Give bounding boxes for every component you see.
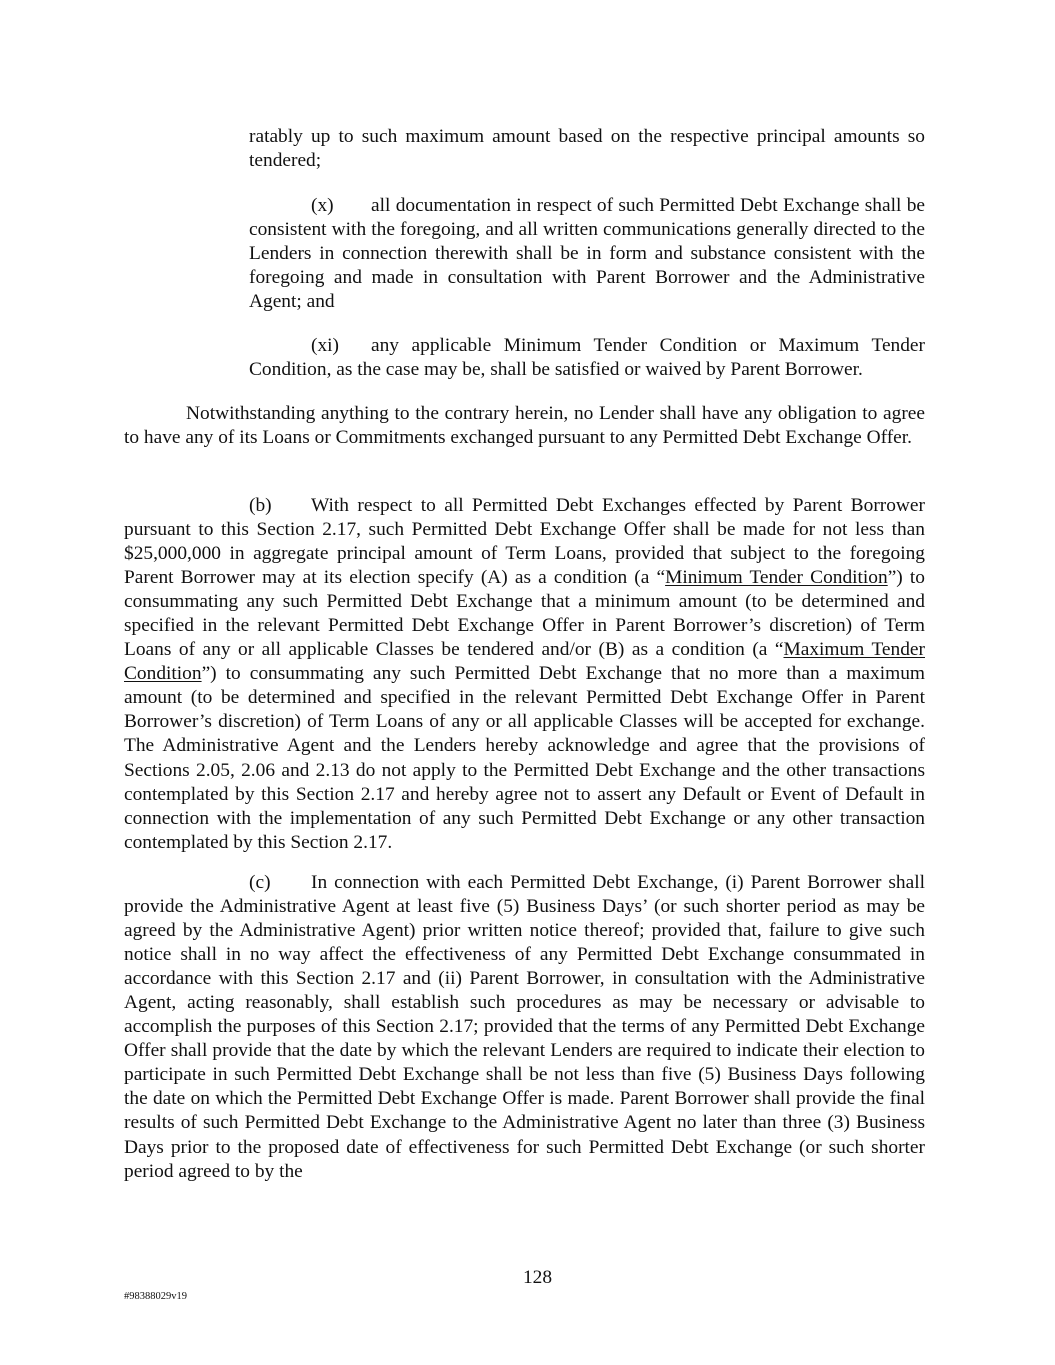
section-b-text-2: ”) to consummating any such Permitted Debt Exchange that a minimum amount (to be determined and specified in the relevant Permitted Debt Exchange Offer in Parent Borrower’s discretion) of Term Loans of any or all applicable Classes be tendered and/or (B) as a condition (a “: [124, 567, 925, 661]
section-c-text: In connection with each Permitted Debt Exchange, (i) Parent Borrower shall provide the Administrative Agent at least five (5) Business Days’ (or such shorter period as may be agreed by the Administrative Agent) prior written notice thereof; provided that, failure to give such notice shall in no way affect the effectiveness of any Permitted Debt Exchange consummated in accordance with this Section 2.17 and (ii) Parent Borrower, in consultation with the Administrative Agent, acting reasonably, shall establish such procedures as may be necessary or advisable to accomplish the purposes of this Section 2.17; provided that the terms of any Permitted Debt Exchange Offer shall provide that the date by which the relevant Lenders are required to indicate their election to participate in such Permitted Debt Exchange shall be not less than five (5) Business Days following the date on which the Permitted Debt Exchange Offer is made. Parent Borrower shall provide the final results of such Permitted Debt Exchange to the Administrative Agent no later than three (3) Business Days prior to the proposed date of effectiveness for such Permitted Debt Exchange (or such shorter period agreed to by the: [124, 872, 925, 1182]
item-x-text: all documentation in respect of such Permitted Debt Exchange shall be consistent with the foregoing, and all written communications generally directed to the Lenders in connection therewith shall be in form and substance consistent with the foregoing and made in consultation with Parent Borrower and the Administrative Agent; and: [249, 195, 925, 313]
continuation-paragraph: ratably up to such maximum amount based on the respective principal amounts so tendered;: [249, 126, 925, 172]
item-xi-paragraph: [249, 334, 925, 382]
section-b-text-3: ”) to consummating any such Permitted Debt Exchange that no more than a maximum amount (to be determined and specified in the relevant Permitted Debt Exchange Offer in Parent Borrower’s discretion) of Term Loans of any or all applicable Classes will be accepted for exchange. The Administrative Agent and the Lenders hereby acknowledge and agree that the provisions of Sections 2.05, 2.06 and 2.13 do not apply to the Permitted Debt Exchange and the other transactions contemplated by this Section 2.17 and hereby agree not to assert any Default or Event of Default in connection with the implementation of any such Permitted Debt Exchange or any other transaction contemplated by this Section 2.17.: [124, 663, 925, 853]
item-xi-text: any applicable Minimum Tender Condition or Maximum Tender Condition, as the case may be, shall be satisfied or waived by Parent Borrower.: [249, 335, 925, 381]
defined-term-minimum-tender-condition: Minimum Tender Condition: [665, 567, 888, 589]
section-b-paragraph: [124, 494, 925, 855]
item-x-number: (x): [311, 195, 334, 216]
section-c-number: (c): [249, 872, 271, 893]
page-number: 128: [522, 1267, 553, 1288]
item-xi-number: (xi): [311, 335, 339, 356]
item-x-paragraph: [249, 194, 925, 314]
section-b-text-1: With respect to all Permitted Debt Exchanges effected by Parent Borrower pursuant to this Section 2.17, such Permitted Debt Exchange Offer shall be made for not less than $25,000,000 in aggregate principal amount of Term Loans, provided that subject to the foregoing Parent Borrower may at its election specify (A) as a condition (a “: [124, 495, 925, 589]
section-c-paragraph: [124, 871, 925, 1184]
document-id: #98388029v19: [124, 1291, 187, 1302]
notwithstanding-paragraph: Notwithstanding anything to the contrary herein, no Lender shall have any obligation to agree to have any of its Loans or Commitments exchanged pursuant to any Permitted Debt Exchange Offer.: [124, 403, 925, 449]
defined-term-maximum-tender-condition: Maximum Tender Condition: [124, 639, 925, 685]
section-b-number: (b): [249, 495, 272, 516]
